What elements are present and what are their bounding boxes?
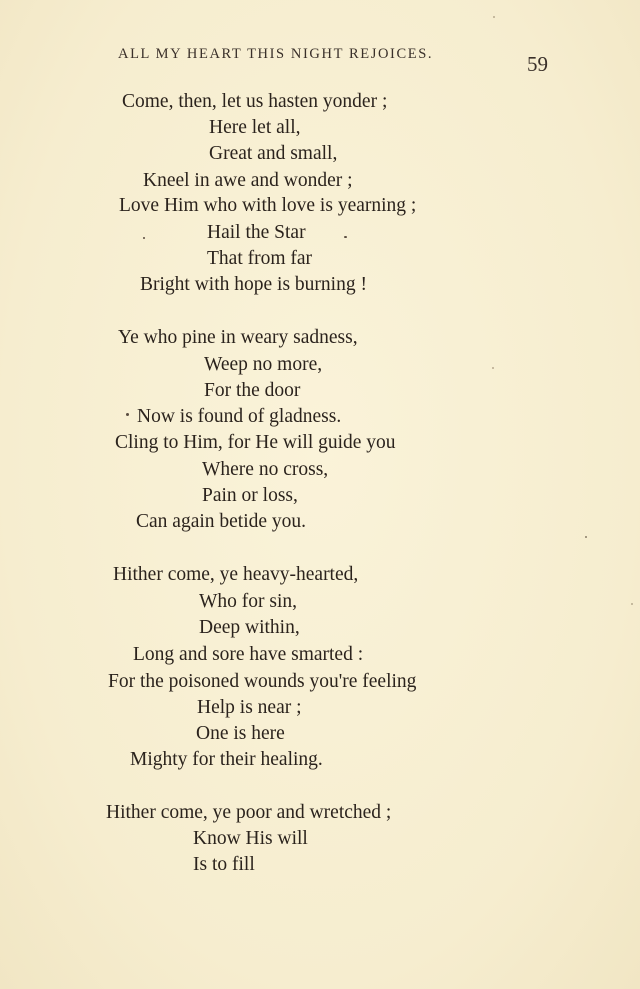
poem-line: Bright with hope is burning !: [140, 274, 367, 295]
poem-line: That from far: [207, 248, 313, 269]
poem-line: Weep no more,: [204, 354, 323, 375]
poem-line: Now is found of gladness.: [137, 406, 342, 427]
poem-line: Deep within,: [199, 617, 300, 638]
poem-line: Hither come, ye heavy-hearted,: [113, 564, 359, 585]
poem-line: Ye who pine in weary sadness,: [118, 327, 358, 348]
poem-line: Who for sin,: [199, 591, 298, 612]
ink-speck: [344, 236, 347, 238]
poem-line: Hail the Star: [207, 222, 306, 243]
ink-speck: [492, 367, 494, 369]
poem-line: Kneel in awe and wonder ;: [143, 170, 353, 191]
poem-line: Long and sore have smarted :: [133, 644, 364, 665]
poem-line: One is here: [196, 723, 285, 744]
poem-line: Love Him who with love is yearning ;: [119, 195, 417, 216]
ink-speck: [631, 603, 633, 605]
ink-speck: [126, 413, 129, 416]
poem-line: Come, then, let us hasten yonder ;: [122, 91, 388, 112]
poem-line: Here let all,: [209, 117, 301, 138]
poem-line: Great and small,: [209, 143, 338, 164]
poem-line: Pain or loss,: [202, 485, 298, 506]
page-number: 59: [527, 52, 548, 76]
ink-speck: [143, 237, 145, 239]
running-head-title: ALL MY HEART THIS NIGHT REJOICES.: [118, 46, 434, 62]
poem-line: For the poisoned wounds you're feeling: [108, 671, 417, 692]
poem-line: Is to fill: [193, 854, 255, 875]
poem-line: Can again betide you.: [136, 511, 307, 532]
poem-line: Mighty for their healing.: [130, 749, 323, 770]
ink-speck: [493, 16, 495, 18]
poem-line: Cling to Him, for He will guide you: [115, 432, 396, 453]
poem-line: Know His will: [193, 828, 308, 849]
ink-speck: [585, 536, 587, 538]
poem-line: Where no cross,: [202, 459, 329, 480]
poem-line: For the door: [204, 380, 301, 401]
poem-line: Hither come, ye poor and wretched ;: [106, 802, 392, 823]
poem-line: Help is near ;: [197, 697, 302, 718]
